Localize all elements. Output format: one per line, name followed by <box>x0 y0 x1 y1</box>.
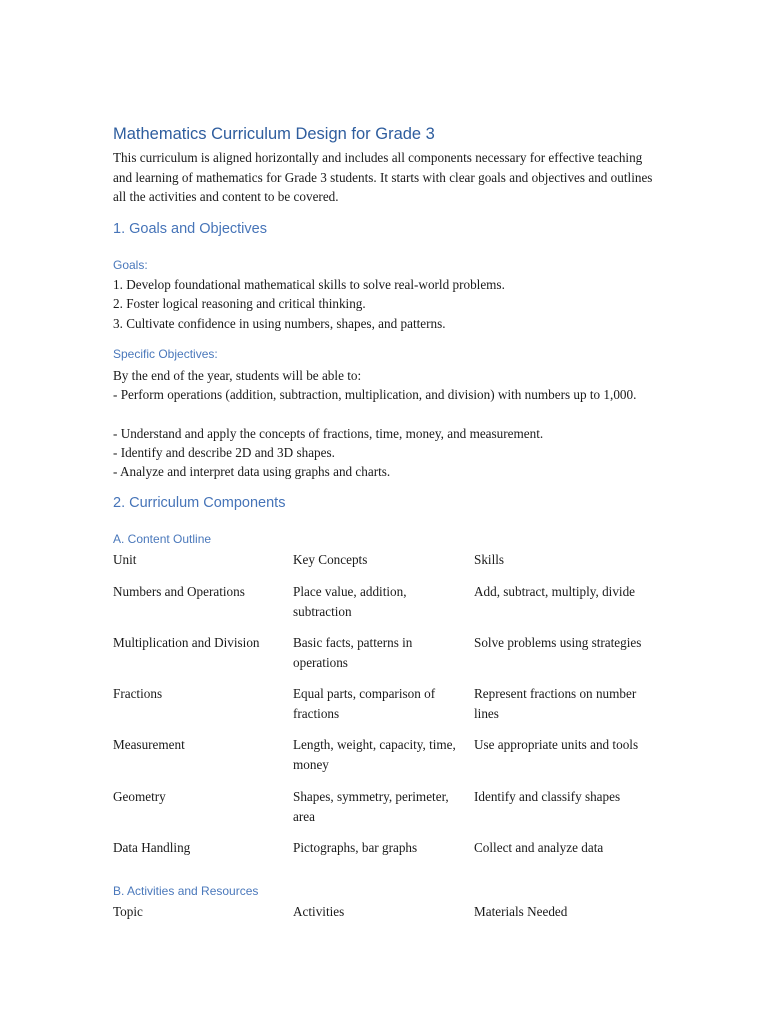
goal-item: 1. Develop foundational mathematical skills to solve real-world problems. <box>113 277 505 292</box>
table-cell-key-concepts: Basic facts, patterns in operations <box>293 635 413 670</box>
goal-item: 2. Foster logical reasoning and critical thinking. <box>113 296 366 311</box>
table-cell-key-concepts: Place value, addition, subtraction <box>293 584 407 619</box>
column-header-key-concepts: Key Concepts <box>293 552 368 567</box>
objective-item: - Perform operations (addition, subtraction, multiplication, and division) with numbers up to 1,000. <box>113 387 637 402</box>
column-header-unit: Unit <box>113 552 137 567</box>
table-cell-unit: Numbers and Operations <box>113 584 245 599</box>
objective-item: - Analyze and interpret data using graphs and charts. <box>113 464 391 479</box>
objectives-heading: Specific Objectives: <box>113 347 218 361</box>
objectives-intro: By the end of the year, students will be able to: <box>113 368 362 383</box>
goal-item: 3. Cultivate confidence in using numbers, shapes, and patterns. <box>113 316 446 331</box>
table-cell-unit: Measurement <box>113 737 185 752</box>
table-cell-unit: Data Handling <box>113 840 191 855</box>
table-cell-key-concepts: Length, weight, capacity, time, money <box>293 737 456 772</box>
section-heading-curriculum-components: 2. Curriculum Components <box>113 495 286 511</box>
table-cell-skills: Solve problems using strategies <box>474 635 642 650</box>
section-heading-goals-objectives: 1. Goals and Objectives <box>113 221 267 237</box>
activities-resources-heading: B. Activities and Resources <box>113 884 259 898</box>
table-cell-unit: Fractions <box>113 686 163 701</box>
column-header-activities: Activities <box>293 904 345 919</box>
table-cell-unit: Geometry <box>113 789 166 804</box>
table-cell-skills: Add, subtract, multiply, divide <box>474 584 636 599</box>
column-header-materials-needed: Materials Needed <box>474 904 568 919</box>
table-cell-unit: Multiplication and Division <box>113 635 260 650</box>
table-cell-skills: Collect and analyze data <box>474 840 604 855</box>
column-header-skills: Skills <box>474 552 505 567</box>
document-title: Mathematics Curriculum Design for Grade 3 <box>113 125 435 143</box>
table-cell-skills: Represent fractions on number lines <box>474 686 637 721</box>
objective-item: - Understand and apply the concepts of fractions, time, money, and measurement. <box>113 426 544 441</box>
table-cell-key-concepts: Pictographs, bar graphs <box>293 840 418 855</box>
table-cell-skills: Use appropriate units and tools <box>474 737 639 752</box>
table-cell-key-concepts: Shapes, symmetry, perimeter, area <box>293 789 449 824</box>
table-cell-key-concepts: Equal parts, comparison of fractions <box>293 686 436 721</box>
objective-item: - Identify and describe 2D and 3D shapes. <box>113 445 335 460</box>
content-outline-heading: A. Content Outline <box>113 532 212 546</box>
table-cell-skills: Identify and classify shapes <box>474 789 621 804</box>
intro-paragraph: This curriculum is aligned horizontally and includes all components necessary for effective teaching and learning of mathematics for Grade 3 students. It starts with clear goals and objectives and outlines all the activities and content to be covered. <box>113 150 653 204</box>
goals-heading: Goals: <box>113 258 148 272</box>
column-header-topic: Topic <box>113 904 143 919</box>
